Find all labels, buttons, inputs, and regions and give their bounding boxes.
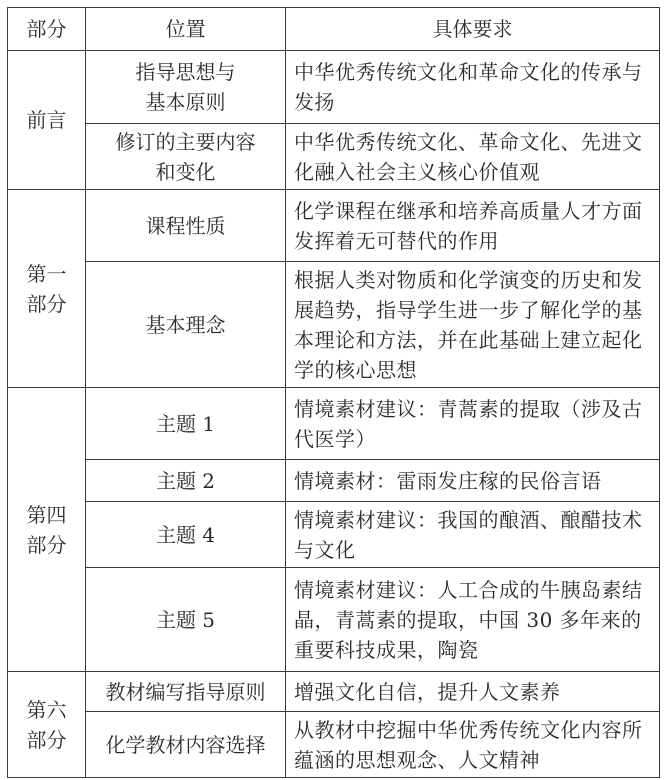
section-cell: 第六 部分 [8, 672, 86, 778]
table-row [8, 712, 660, 778]
requirement-cell: 中华优秀传统文化和革命文化的传承与发扬 [286, 51, 660, 124]
requirement-cell: 情境素材建议：青蒿素的提取（涉及古代医学） [286, 388, 660, 460]
position-cell: 修订的主要内容 和变化 [86, 124, 286, 190]
requirement-cell: 化学课程在继承和培养高质量人才方面发挥着无可替代的作用 [286, 190, 660, 262]
position-cell: 主题 5 [86, 568, 286, 672]
section-cell: 第一 部分 [8, 190, 86, 388]
curriculum-table [7, 7, 660, 778]
position-cell: 课程性质 [86, 190, 286, 262]
table-row [8, 388, 660, 460]
requirement-cell: 情境素材：雷雨发庄稼的民俗言语 [286, 460, 660, 502]
position-cell: 教材编写指导原则 [86, 672, 286, 712]
header-position: 位置 [86, 8, 286, 51]
requirement-cell: 从教材中挖掘中华优秀传统文化内容所蕴涵的思想观念、人文精神 [286, 712, 660, 778]
table-row [8, 672, 660, 712]
table-row [8, 460, 660, 502]
table-row [8, 124, 660, 190]
position-cell: 基本理念 [86, 262, 286, 388]
requirement-cell: 情境素材建议：人工合成的牛胰岛素结晶，青蒿素的提取，中国 30 多年来的重要科技成果，陶瓷 [286, 568, 660, 672]
requirement-cell: 增强文化自信，提升人文素养 [286, 672, 660, 712]
table-row [8, 262, 660, 388]
header-requirement: 具体要求 [286, 8, 660, 51]
position-cell: 主题 1 [86, 388, 286, 460]
header-section: 部分 [8, 8, 86, 51]
position-cell: 化学教材内容选择 [86, 712, 286, 778]
position-cell: 指导思想与 基本原则 [86, 51, 286, 124]
table-row [8, 568, 660, 672]
document-page [7, 7, 659, 778]
table-header-row [8, 8, 660, 51]
requirement-cell: 根据人类对物质和化学演变的历史和发展趋势，指导学生进一步了解化学的基本理论和方法，并在此基础上建立起化学的核心思想 [286, 262, 660, 388]
requirement-cell: 情境素材建议：我国的酿酒、酿醋技术与文化 [286, 502, 660, 568]
table-row [8, 51, 660, 124]
table-row [8, 502, 660, 568]
section-cell: 前言 [8, 51, 86, 190]
table-row [8, 190, 660, 262]
position-cell: 主题 4 [86, 502, 286, 568]
section-cell: 第四 部分 [8, 388, 86, 672]
position-cell: 主题 2 [86, 460, 286, 502]
requirement-cell: 中华优秀传统文化、革命文化、先进文化融入社会主义核心价值观 [286, 124, 660, 190]
